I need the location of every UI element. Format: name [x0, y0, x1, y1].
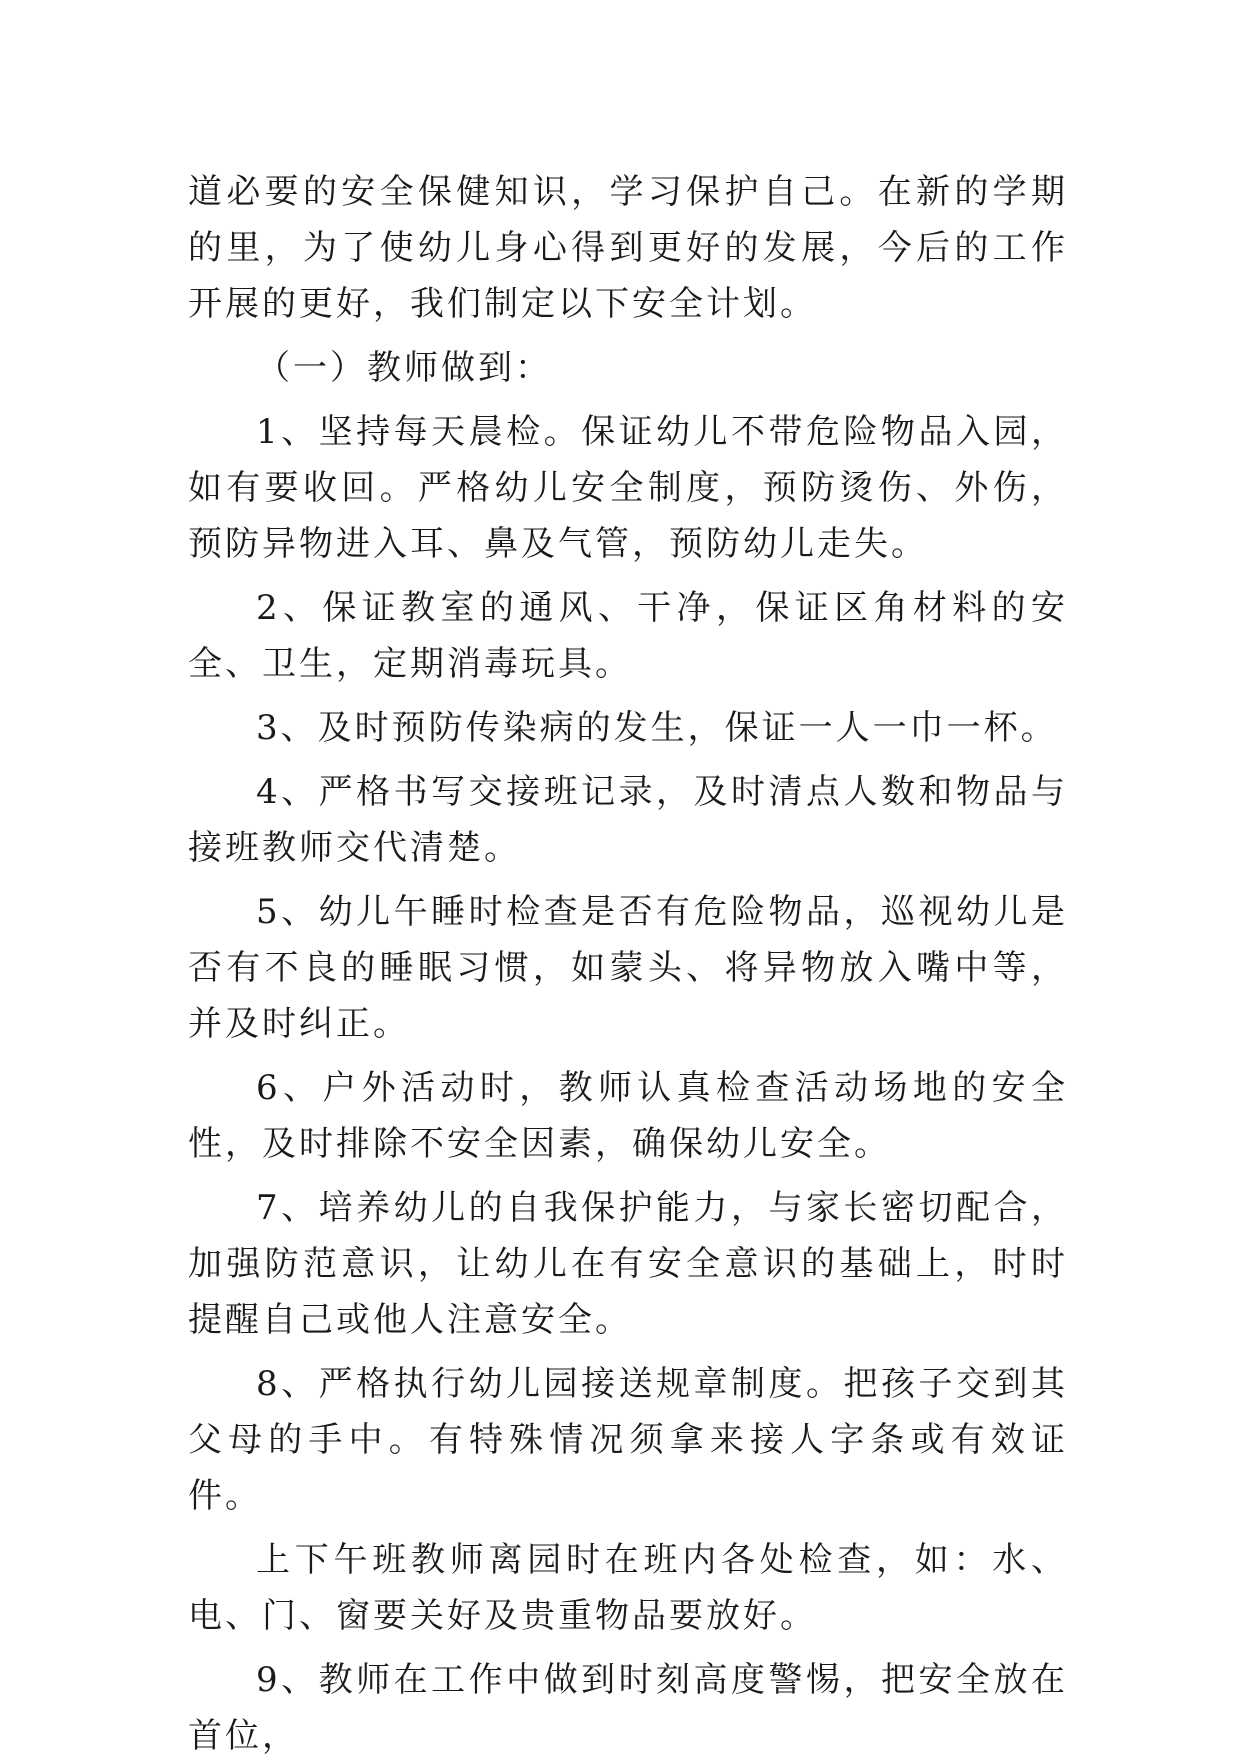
- paragraph-item-6: 6、户外活动时，教师认真检查活动场地的安全性，及时排除不安全因素，确保幼儿安全。: [188, 1068, 1068, 1164]
- document-body: [188, 164, 1068, 1764]
- paragraph-item-3: 3、及时预防传染病的发生，保证一人一巾一杯。: [256, 708, 1058, 748]
- paragraph-shift-check: 上下午班教师离园时在班内各处检查，如：水、电、门、窗要关好及贵重物品要放好。: [188, 1540, 1068, 1636]
- paragraph-item-9: 9、教师在工作中做到时刻高度警惕，把安全放在首位，: [188, 1660, 1068, 1756]
- paragraph-item-7: 7、培养幼儿的自我保护能力，与家长密切配合，加强防范意识，让幼儿在有安全意识的基础上，时时提醒自己或他人注意安全。: [188, 1188, 1068, 1340]
- section-heading-teachers: （一）教师做到：: [256, 348, 552, 388]
- paragraph-item-4: 4、严格书写交接班记录，及时清点人数和物品与接班教师交代清楚。: [188, 772, 1068, 868]
- paragraph-item-5: 5、幼儿午睡时检查是否有危险物品，巡视幼儿是否有不良的睡眠习惯，如蒙头、将异物放入嘴中等，并及时纠正。: [188, 892, 1068, 1044]
- paragraph-item-2: 2、保证教室的通风、干净，保证区角材料的安全、卫生，定期消毒玩具。: [188, 588, 1068, 684]
- paragraph-intro: 道必要的安全保健知识，学习保护自己。在新的学期的里，为了使幼儿身心得到更好的发展，今后的工作开展的更好，我们制定以下安全计划。: [188, 172, 1068, 324]
- paragraph-item-1: 1、坚持每天晨检。保证幼儿不带危险物品入园，如有要收回。严格幼儿安全制度，预防烫伤、外伤，预防异物进入耳、鼻及气管，预防幼儿走失。: [188, 412, 1068, 564]
- paragraph-item-8: 8、严格执行幼儿园接送规章制度。把孩子交到其父母的手中。有特殊情况须拿来接人字条或有效证件。: [188, 1364, 1068, 1516]
